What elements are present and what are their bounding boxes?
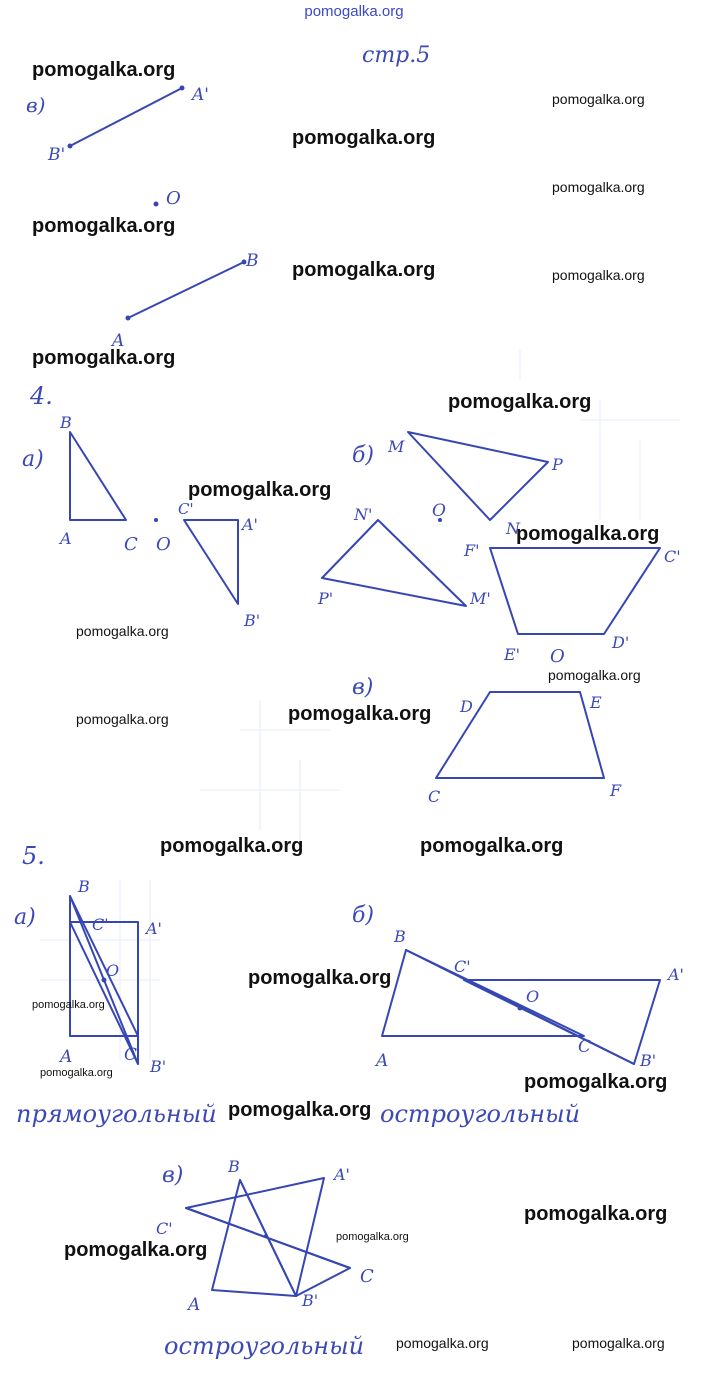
label-5a-c: C xyxy=(124,1045,138,1065)
label-5a-c1: C' xyxy=(92,915,109,934)
watermark: pomogalka.org xyxy=(228,1099,372,1121)
watermark: pomogalka.org xyxy=(160,835,304,857)
label-b: B xyxy=(246,251,259,271)
watermark: pomogalka.org xyxy=(292,259,436,281)
label-b1: B' xyxy=(48,145,66,165)
task5b-item-label: б) xyxy=(352,903,375,928)
watermark: pomogalka.org xyxy=(32,999,105,1011)
label-4b-m1: M' xyxy=(470,589,491,608)
label-4a-a: A xyxy=(60,529,72,548)
task5-number: 5. xyxy=(22,842,45,870)
label-4v-c: C xyxy=(428,787,441,806)
label-4a-c1: C' xyxy=(178,500,194,518)
task5a-item-label: а) xyxy=(14,905,36,930)
watermark: pomogalka.org xyxy=(524,1071,668,1093)
watermark: pomogalka.org xyxy=(76,623,169,639)
label-4v-f: F xyxy=(610,781,622,800)
watermark: pomogalka.org xyxy=(288,703,432,725)
label-5a-a: A xyxy=(60,1047,73,1067)
label-4v-o: O xyxy=(550,646,565,667)
watermark: pomogalka.org xyxy=(32,59,176,81)
label-4b-n1: N' xyxy=(354,505,373,524)
watermark: pomogalka.org xyxy=(292,127,436,149)
label-5a-o: O xyxy=(106,961,120,980)
triangle-m1n1p1 xyxy=(322,520,466,606)
point-a xyxy=(126,316,131,321)
label-4b-n: N xyxy=(506,519,520,538)
task4-number: 4. xyxy=(30,382,53,410)
label-a1: A' xyxy=(192,85,209,105)
task4b-item-label: б) xyxy=(352,443,375,468)
center-point-4a xyxy=(154,518,158,522)
watermark: pomogalka.org xyxy=(32,347,176,369)
triangle-5v-abb1 xyxy=(212,1180,296,1296)
triangle-5a-a1b1c1 xyxy=(70,922,138,1064)
caption-5a: прямоугольный xyxy=(16,1100,217,1128)
label-5b-b: B xyxy=(394,927,406,946)
watermark: pomogalka.org xyxy=(448,391,592,413)
label-4a-c: C xyxy=(124,534,138,555)
line-5v-bb1 xyxy=(240,1180,296,1296)
label-a: A xyxy=(112,331,125,351)
label-5a-b1: B' xyxy=(150,1057,167,1076)
segment-ab xyxy=(128,262,244,318)
watermark: pomogalka.org xyxy=(76,711,169,727)
label-4b-p: P xyxy=(552,455,563,474)
label-5v-c: C xyxy=(360,1266,374,1287)
label-4v-d1: D' xyxy=(612,633,630,652)
watermark: pomogalka.org xyxy=(548,667,641,683)
label-5a-b: B xyxy=(78,877,90,896)
triangle-abc xyxy=(70,432,126,520)
label-5v-b1: B' xyxy=(302,1291,319,1310)
task4a-item-label: а) xyxy=(22,447,44,472)
label-5v-b: B xyxy=(228,1157,240,1176)
trapezoid-c1d1e1f1 xyxy=(490,548,660,634)
watermark: pomogalka.org xyxy=(396,1335,489,1351)
watermark: pomogalka.org xyxy=(552,91,645,107)
label-4v-d: D xyxy=(460,697,473,716)
label-5v-c1: C' xyxy=(156,1219,173,1238)
segment-a1b1 xyxy=(70,88,182,146)
watermark: pomogalka.org xyxy=(336,1231,409,1243)
label-4a-b1: B' xyxy=(244,611,261,630)
watermark: pomogalka.org xyxy=(552,267,645,283)
watermark: pomogalka.org xyxy=(188,479,332,501)
point-b1 xyxy=(68,144,73,149)
label-4a-o: O xyxy=(156,534,171,555)
page-number-label: стр.5 xyxy=(362,43,431,68)
label-5b-c: C xyxy=(578,1037,592,1057)
label-4a-a1: A' xyxy=(242,515,258,534)
center-point-5b xyxy=(518,1006,523,1011)
label-5v-a1: A' xyxy=(334,1165,350,1184)
label-5a-a1: A' xyxy=(146,919,162,938)
watermark: pomogalka.org xyxy=(32,215,176,237)
task5v-item-label: в) xyxy=(162,1163,184,1188)
watermark: pomogalka.org xyxy=(248,967,392,989)
site-header-link[interactable]: pomogalka.org xyxy=(304,3,404,20)
label-4a-b: B xyxy=(60,413,72,432)
watermark: pomogalka.org xyxy=(420,835,564,857)
watermark: pomogalka.org xyxy=(572,1335,665,1351)
label-4b-o: O xyxy=(432,501,446,521)
label-5b-a: A xyxy=(376,1051,389,1071)
task4v-item-label: в) xyxy=(352,675,374,700)
point-a1 xyxy=(180,86,185,91)
label-4v-c1: C' xyxy=(664,547,681,566)
center-point-o xyxy=(154,202,159,207)
label-o: O xyxy=(166,188,181,209)
triangle-mnp xyxy=(408,432,548,520)
label-4v-f1: F' xyxy=(464,541,480,560)
watermark: pomogalka.org xyxy=(524,1203,668,1225)
watermark: pomogalka.org xyxy=(552,179,645,195)
label-5b-a1: A' xyxy=(668,965,684,984)
label-4v-e1: E' xyxy=(504,645,521,664)
label-5b-c1: C' xyxy=(454,957,471,976)
caption-5b: остроугольный xyxy=(380,1100,581,1128)
label-4b-p1: P' xyxy=(318,589,334,608)
watermark: pomogalka.org xyxy=(64,1239,208,1261)
label-4v-e: E xyxy=(590,693,602,712)
task3-item-label: в) xyxy=(26,93,46,117)
label-5v-a: A xyxy=(188,1295,201,1315)
label-5b-b1: B' xyxy=(640,1051,657,1070)
watermark: pomogalka.org xyxy=(516,523,660,545)
watermark: pomogalka.org xyxy=(40,1067,113,1079)
triangle-a1b1c1 xyxy=(184,520,238,604)
center-point-5v xyxy=(264,1234,268,1238)
label-4b-m: M xyxy=(388,437,405,456)
label-5b-o: O xyxy=(526,987,540,1006)
caption-5v: остроугольный xyxy=(164,1332,365,1360)
